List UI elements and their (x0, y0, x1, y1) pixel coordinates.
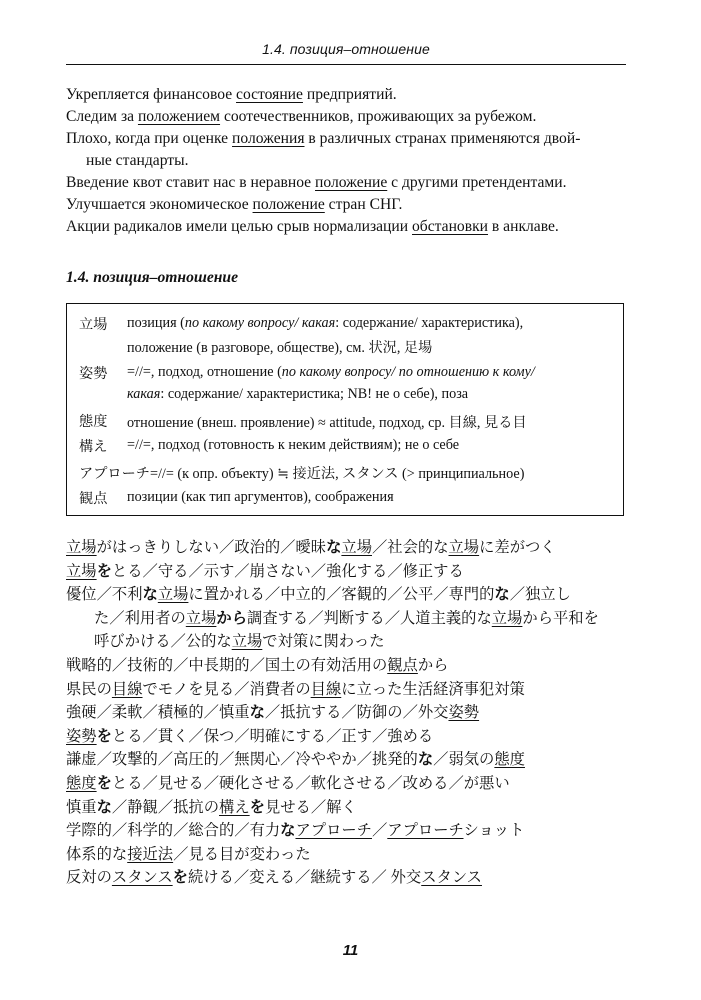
key-term: положением (137, 108, 221, 125)
glossary-definition (127, 489, 394, 506)
text-run: な (249, 704, 265, 722)
text-run: 戦略的／技術的／中長期的／国土の有効活用の (66, 656, 388, 674)
text-run: な (417, 751, 434, 769)
text-run: な (280, 822, 296, 840)
text-run: に置かれる／中立的／客観的／公平／専門的 (188, 586, 495, 604)
text-run: с другими претендентами. (387, 174, 567, 191)
page-number: 11 (342, 942, 359, 959)
glossary-definition (127, 364, 535, 381)
text-run: を (96, 562, 112, 580)
key-term: 目線 (111, 680, 143, 698)
text-run: 県民の (66, 680, 112, 698)
example-line (66, 654, 636, 678)
text-run: Улучшается экономическое (66, 196, 253, 213)
section-title: 1.4. позиция–отношение (66, 269, 239, 286)
text-run: соотечественников, проживающих за рубежом. (220, 108, 537, 125)
text-run: を (249, 798, 265, 816)
key-term: положение (252, 196, 325, 213)
text-run: がはっきりしない／政治的／曖昧 (96, 539, 327, 556)
text-run: を (96, 774, 112, 792)
glossary-term: 観点 (79, 491, 108, 507)
text-run: 謙虚／攻撃的／高圧的／無関心／冷ややか／挑発的 (66, 751, 418, 769)
running-header: 1.4. позиция–отношение (262, 41, 430, 57)
text-run: 呼びかける／公的な (94, 633, 232, 651)
text-run: 反対の (66, 869, 112, 887)
text-run: でモノを見る／消費者の (142, 680, 311, 698)
key-term: 態度 (66, 774, 97, 792)
text-run: Плохо, когда при оценке (66, 130, 233, 147)
key-term: положение (315, 174, 388, 191)
text-run: に差がつく (479, 539, 556, 556)
text-run: 慎重 (66, 798, 97, 816)
glossary-definition (127, 386, 468, 403)
example-line (66, 607, 636, 631)
text-line (66, 216, 634, 238)
key-term: 立場 (341, 539, 372, 556)
key-term: 立場 (231, 633, 263, 651)
key-term: 接近法 (127, 845, 174, 863)
text-run: から (417, 656, 449, 674)
example-line (66, 725, 636, 749)
glossary-definition (127, 437, 459, 454)
text-run: ／抵抗する／防御の／外交 (264, 704, 449, 722)
text-run: ／ (371, 822, 388, 840)
example-line (66, 772, 636, 796)
text-run: Акции радикалов имели целью срыв нормализации (66, 218, 412, 235)
text-run: な (494, 586, 510, 604)
text-run: по какому вопросу/ по отношению к кому/ (281, 364, 535, 380)
key-term: スタンス (421, 869, 482, 887)
text-run: в анклаве. (488, 218, 559, 235)
text-run: : содержание/ характеристика), (335, 315, 524, 331)
example-line (66, 560, 636, 584)
example-line (66, 866, 636, 890)
text-run: какая (127, 386, 161, 402)
text-run: : содержание/ характеристика; NB! не о себе), поза (160, 386, 469, 402)
text-run: 体系的な (66, 845, 128, 863)
text-run: Следим за (66, 108, 138, 125)
header-rule (66, 64, 626, 65)
text-run: に立った生活経済事犯対策 (341, 680, 525, 698)
text-run: ／独立し (509, 586, 571, 604)
intro-paragraph (66, 84, 634, 238)
key-term: 立場 (491, 609, 523, 627)
glossary-term: 立場 (79, 317, 108, 333)
key-term: 立場 (448, 539, 480, 556)
text-run: позиции (как тип аргументов), соображения (127, 489, 394, 505)
example-line (66, 536, 636, 560)
text-line (66, 106, 634, 128)
text-line (66, 172, 634, 194)
text-run: を (172, 869, 188, 887)
text-run: とる／貫く／保つ／明確にする／正す／強める (111, 727, 434, 745)
glossary-definition (127, 412, 527, 432)
example-line (66, 843, 636, 867)
text-run: な (142, 586, 158, 604)
text-run: 学際的／科学的／総合的／有力 (66, 822, 281, 840)
text-run: ／弱気の (433, 751, 495, 769)
glossary-term: 姿勢 (79, 366, 108, 382)
glossary-term: 構え (79, 439, 108, 455)
key-term: 立場 (185, 609, 217, 627)
text-run: по какому вопросу/ какая (184, 315, 336, 331)
text-run: を (96, 727, 112, 745)
text-run: ／静観／抵抗の (111, 798, 220, 816)
key-term: アプローチ (295, 822, 372, 840)
example-line (66, 748, 636, 772)
example-line (66, 678, 636, 702)
example-line (66, 701, 636, 725)
text-run: とる／見せる／硬化させる／軟化させる／改める／が悪い (111, 774, 510, 792)
glossary-definition (127, 337, 432, 357)
key-term: 姿勢 (66, 727, 97, 745)
text-run: позиция ( (127, 315, 185, 331)
text-run: предприятий. (302, 86, 397, 103)
text-run: 調査する／判断する／人道主義的な (247, 609, 492, 627)
text-line (66, 84, 634, 106)
key-term: 立場 (66, 562, 97, 580)
text-run: 見せる／解く (264, 798, 357, 816)
key-term: 姿勢 (448, 704, 480, 722)
text-run: отношение (внеш. проявление) ≈ attitude, подход, ср. 目線, 見る目 (127, 415, 527, 431)
key-term: положения (232, 130, 305, 147)
glossary-definition (127, 315, 523, 332)
text-run: から (216, 609, 248, 627)
text-run: で対策に関わった (262, 633, 385, 651)
text-line (66, 128, 634, 150)
key-term: スタンス (111, 869, 173, 887)
key-term: состояние (236, 86, 303, 103)
text-run: Укрепляется финансовое (66, 86, 237, 103)
glossary-box (66, 303, 624, 516)
text-run: Введение квот ставит нас в неравное (66, 174, 316, 191)
text-run: =//=, подход, отношение ( (127, 364, 282, 380)
text-run: стран СНГ. (324, 196, 403, 213)
text-run: в различных странах применяются двой- (304, 130, 581, 147)
key-term: 構え (219, 798, 250, 816)
example-line (66, 583, 636, 607)
example-line (66, 630, 636, 654)
text-run: 強硬／柔軟／積極的／慎重 (66, 704, 250, 722)
key-term: обстановки (412, 218, 489, 235)
key-term: 観点 (387, 656, 418, 674)
key-term: 立場 (66, 539, 97, 556)
text-run: ные стандарты. (86, 152, 189, 169)
text-run: アプローチ=//= (к опр. объекту) ≒ 接近法, スタンス (> принципиальное) (79, 466, 525, 482)
text-line (66, 150, 634, 172)
text-run: な (96, 798, 112, 816)
example-collocations (66, 536, 636, 890)
text-run: положение (в разговоре, обществе), см. 状況, 足場 (127, 340, 433, 356)
text-run: から平和を (522, 609, 599, 627)
text-run: ／見る目が変わった (173, 845, 311, 863)
text-run: な (326, 539, 342, 556)
text-run: た／利用者の (94, 609, 186, 627)
text-run: ショット (463, 822, 525, 840)
key-term: 態度 (494, 751, 525, 769)
example-line (66, 819, 636, 843)
key-term: 目線 (310, 680, 342, 698)
text-run: =//=, подход (готовность к неким действиям); не о себе (127, 437, 460, 453)
text-run: 続ける／変える／継続する／ 外交 (187, 869, 422, 887)
key-term: 立場 (157, 586, 189, 604)
text-run: とる／守る／示す／崩さない／強化する／修正する (111, 562, 464, 580)
key-term: アプローチ (387, 822, 464, 840)
text-line (66, 194, 634, 216)
text-run: 優位／不利 (66, 586, 143, 604)
glossary-definition (79, 463, 524, 483)
text-run: ／社会的な (372, 539, 449, 556)
example-line (66, 796, 636, 820)
glossary-term: 態度 (79, 414, 108, 430)
